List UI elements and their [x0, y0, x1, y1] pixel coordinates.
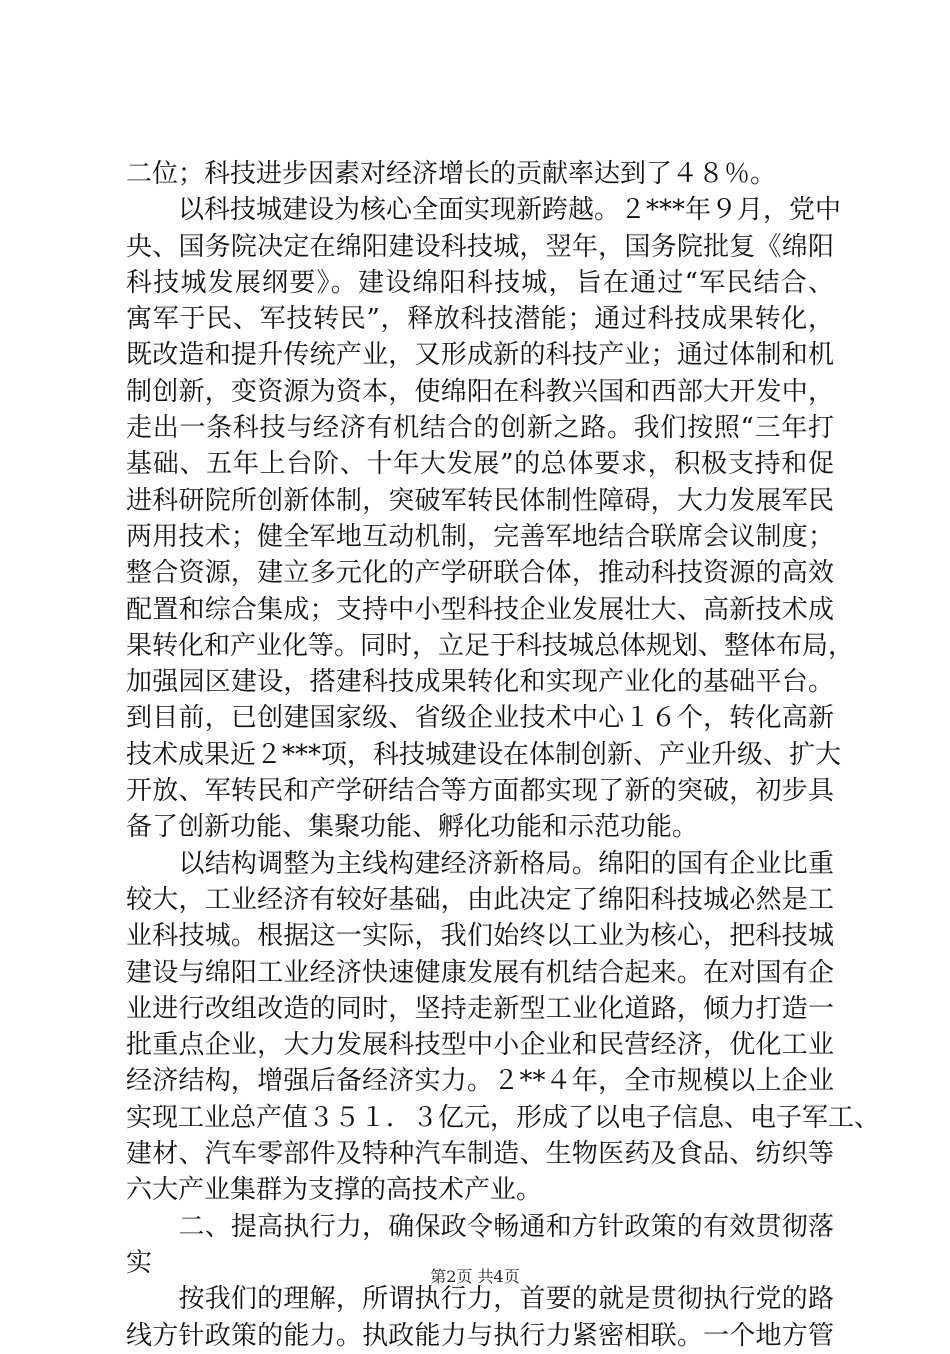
- text-line: 制创新，变资源为资本，使绵阳在科教兴国和西部大开发中，: [126, 376, 834, 407]
- text-line: 进科研院所创新体制，突破军转民体制性障碍，大力发展军民: [126, 485, 834, 516]
- text-line: 备了创新功能、集聚功能、孵化功能和示范功能。: [126, 812, 699, 843]
- text-line: 果转化和产业化等。同时，立足于科技城总体规划、整体布局，: [126, 630, 855, 661]
- text-line: 以结构调整为主线构建经济新格局。绵阳的国有企业比重: [126, 848, 834, 879]
- text-line: 基础、五年上台阶、十年大发展”的总体要求，积极支持和促: [126, 449, 834, 480]
- text-line: 央、国务院决定在绵阳建设科技城，翌年，国务院批复《绵阳: [126, 231, 834, 262]
- text-line: 按我们的理解，所谓执行力，首要的就是贯彻执行党的路: [126, 1284, 834, 1315]
- text-line: 配置和综合集成；支持中小型科技企业发展壮大、高新技术成: [126, 594, 834, 625]
- text-line: 六大产业集群为支撑的高技术产业。: [126, 1175, 543, 1206]
- text-line: 科技城发展纲要》。建设绵阳科技城，旨在通过“军民结合、: [126, 267, 834, 298]
- text-line: 业进行改组改造的同时，坚持走新型工业化道路，倾力打造一: [126, 993, 834, 1024]
- text-line: 经济结构，增强后备经济实力。２**４年，全市规模以上企业: [126, 1066, 834, 1097]
- body-text: [126, 156, 881, 1354]
- text-line: 两用技术；健全军地互动机制，完善军地结合联席会议制度；: [126, 521, 834, 552]
- text-line: 线方针政策的能力。执政能力与执行力紧密相联。一个地方管: [126, 1320, 834, 1351]
- text-line: 既改造和提升传统产业，又形成新的科技产业；通过体制和机: [126, 340, 834, 371]
- text-line: 建设与绵阳工业经济快速健康发展有机结合起来。在对国有企: [126, 957, 834, 988]
- text-line: 建材、汽车零部件及特种汽车制造、生物医药及食品、纺织等: [126, 1139, 834, 1170]
- section-heading-line: 二、提高执行力，确保政令畅通和方针政策的有效贯彻落: [126, 1211, 834, 1242]
- text-line: 开放、军转民和产学研结合等方面都实现了新的突破，初步具: [126, 776, 834, 807]
- section-heading-line: 实: [126, 1247, 153, 1278]
- text-line: 加强园区建设，搭建科技成果转化和实现产业化的基础平台。: [126, 667, 834, 698]
- text-line: 实现工业总产值３５１．３亿元，形成了以电子信息、电子军工、: [126, 1102, 881, 1133]
- text-line: 批重点企业，大力发展科技型中小企业和民营经济，优化工业: [126, 1030, 834, 1061]
- text-line: 走出一条科技与经济有机结合的创新之路。我们按照“三年打: [126, 413, 834, 444]
- text-line: 到目前，已创建国家级、省级企业技术中心１６个，转化高新: [126, 703, 834, 734]
- text-line: 较大，工业经济有较好基础，由此决定了绵阳科技城必然是工: [126, 884, 834, 915]
- text-line: 寓军于民、军技转民”，释放科技潜能；通过科技成果转化，: [126, 304, 834, 335]
- text-line: 整合资源，建立多元化的产学研联合体，推动科技资源的高效: [126, 558, 834, 589]
- page-footer: [0, 1264, 950, 1287]
- text-line: 以科技城建设为核心全面实现新跨越。２***年９月，党中: [126, 195, 842, 226]
- page-number: 第2页 共4页: [430, 1267, 520, 1286]
- text-line: 技术成果近２***项，科技城建设在体制创新、产业升级、扩大: [126, 739, 842, 770]
- text-line: 业科技城。根据这一实际，我们始终以工业为核心，把科技城: [126, 921, 834, 952]
- text-line: 二位；科技进步因素对经济增长的贡献率达到了４８％。: [126, 159, 777, 189]
